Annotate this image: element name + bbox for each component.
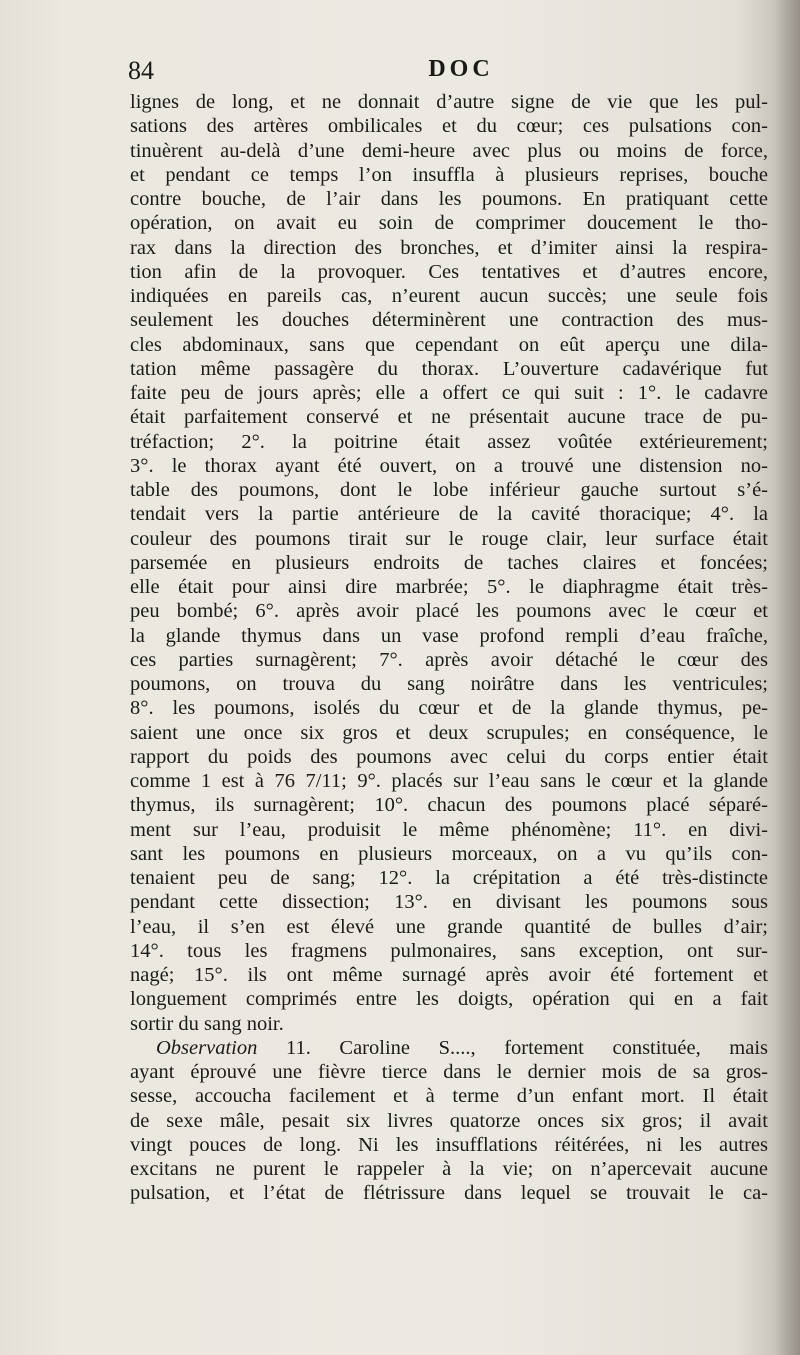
text-line: ces parties surnagèrent; 7°. après avoir détaché le cœur des <box>130 648 768 671</box>
text-line: l’eau, il s’en est élevé une grande quantité de bulles d’air; <box>130 915 768 938</box>
page-number: 84 <box>128 56 154 85</box>
text-line: rax dans la direction des bronches, et d’imiter ainsi la respira- <box>130 236 768 259</box>
page-edge-shadow <box>774 0 800 1355</box>
text-line: sant les poumons en plusieurs morceaux, on a vu qu’ils con- <box>130 842 768 865</box>
text-line: de sexe mâle, pesait six livres quatorze onces six gros; il avait <box>130 1109 768 1132</box>
text-line: et pendant ce temps l’on insuffla à plusieurs reprises, bouche <box>130 163 768 186</box>
observation-label: Observation <box>156 1036 258 1059</box>
text-line: elle était pour ainsi dire marbrée; 5°. le diaphragme était très- <box>130 576 768 598</box>
body-text <box>130 90 768 1206</box>
text-line: sesse, accoucha facilement et à terme d’un enfant mort. Il était <box>130 1085 768 1108</box>
page-header <box>128 56 768 90</box>
text-line: était parfaitement conservé et ne présentait aucune trace de pu- <box>130 406 768 429</box>
text-line: thymus, ils surnagèrent; 10°. chacun des poumons placé séparé- <box>130 794 768 817</box>
text-line: tendait vers la partie antérieure de la cavité thoracique; 4°. la <box>130 503 768 526</box>
text-line: 14°. tous les fragmens pulmonaires, sans exception, ont sur- <box>130 939 768 962</box>
text-line: contre bouche, de l’air dans les poumons. En pratiquant cette <box>130 188 768 210</box>
text-line: comme 1 est à 76 7/11; 9°. placés sur l’eau sans le cœur et la glande <box>130 770 768 792</box>
text-line: ayant éprouvé une fièvre tierce dans le dernier mois de sa gros- <box>130 1061 768 1083</box>
text-line: lignes de long, et ne donnait d’autre signe de vie que les pul- <box>130 91 768 113</box>
text-line: tion afin de la provoquer. Ces tentatives et d’autres encore, <box>130 260 768 283</box>
text-line: la glande thymus dans un vase profond rempli d’eau fraîche, <box>130 624 768 647</box>
text-line: sortir du sang noir. <box>130 1012 284 1035</box>
text-line: parsemée en plusieurs endroits de taches claires et foncées; <box>130 551 768 574</box>
text-line: excitans ne purent le rappeler à la vie; on n’apercevait aucune <box>130 1158 768 1180</box>
text-line: seulement les douches déterminèrent une contraction des mus- <box>130 309 768 332</box>
text-line: rapport du poids des poumons avec celui du corps entier était <box>130 745 768 768</box>
text-line: 8°. les poumons, isolés du cœur et de la glande thymus, pe- <box>130 697 768 720</box>
text-line: pulsation, et l’état de flétrissure dans lequel se trouvait le ca- <box>130 1182 768 1205</box>
running-head: DOC <box>428 56 494 82</box>
text-line: sations des artères ombilicales et du cœur; ces pulsations con- <box>130 115 768 138</box>
text-line: tréfaction; 2°. la poitrine était assez voûtée extérieurement; <box>130 430 768 453</box>
text-line: poumons, on trouva du sang noirâtre dans les ventricules; <box>130 673 768 695</box>
text-line: peu bombé; 6°. après avoir placé les poumons avec le cœur et <box>130 600 768 623</box>
text-line: tation même passagère du thorax. L’ouverture cadavérique fut <box>130 357 768 380</box>
text-line: saient une once six gros et deux scrupules; en conséquence, le <box>130 721 768 744</box>
text-line: cles abdominaux, sans que cependant on eût aperçu une dila- <box>130 333 768 356</box>
text-line: tinuèrent au-delà d’une demi-heure avec plus ou moins de force, <box>130 139 768 162</box>
text-line: table des poumons, dont le lobe inférieur gauche surtout s’é- <box>130 479 768 501</box>
observation-first-line <box>130 1036 768 1060</box>
text-line: longuement comprimés entre les doigts, opération qui en a fait <box>130 988 768 1011</box>
text-line: pendant cette dissection; 13°. en divisant les poumons sous <box>130 891 768 914</box>
text-line: indiquées en pareils cas, n’eurent aucun succès; une seule fois <box>130 285 768 307</box>
text-line: nagé; 15°. ils ont même surnagé après avoir été fortement et <box>130 964 768 986</box>
text-line: 3°. le thorax ayant été ouvert, on a trouvé une distension no- <box>130 454 768 477</box>
text-line: tenaient peu de sang; 12°. la crépitation a été très-distincte <box>130 867 768 889</box>
text-line: opération, on avait eu soin de comprimer doucement le tho- <box>130 212 768 235</box>
text-line: couleur des poumons tirait sur le rouge clair, leur surface était <box>130 527 768 550</box>
text-line: vingt pouces de long. Ni les insufflations réitérées, ni les autres <box>130 1133 768 1156</box>
observation-text: 11. Caroline S...., fortement constituée, mais <box>285 1036 769 1059</box>
text-line: ment sur l’eau, produisit le même phénomène; 11°. en divi- <box>130 818 768 841</box>
text-line: faite peu de jours après; elle a offert ce qui suit : 1°. le cadavre <box>130 382 768 404</box>
